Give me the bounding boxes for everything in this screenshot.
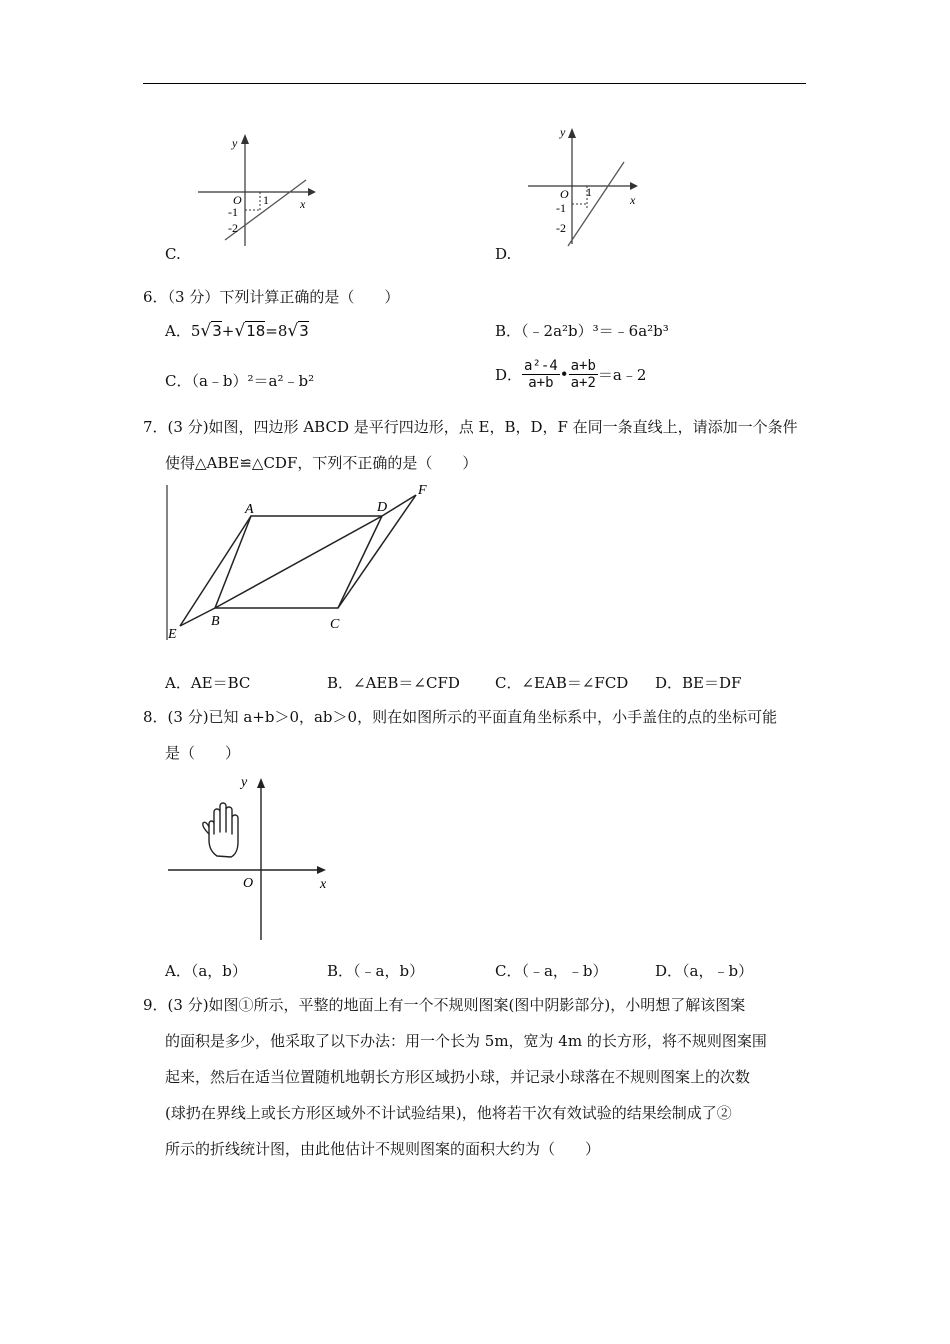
label-a: A (245, 502, 254, 517)
q7-line-2: 使得△ABE≌△CDF，下列不正确的是（ ） (165, 454, 478, 472)
numerator: a+b (570, 358, 596, 374)
tick-minus-2: -2 (228, 221, 238, 235)
q8-line-2: 是（ ） (165, 744, 241, 762)
hand-icon (203, 803, 238, 857)
q6-option-b (495, 320, 669, 341)
q7-line-1: 7．(3 分)如图，四边形 ABCD 是平行四边形，点 E，B，D，F 在同一条直线上，请添加一个条件 (143, 418, 798, 436)
x-label: x (300, 197, 306, 211)
q7-option-d: D．BE＝DF (655, 674, 742, 692)
option-text: （﹣2a²b）³＝﹣6a²b³ (521, 322, 669, 340)
label-b: B (211, 614, 220, 629)
option-text: （a﹣b）²＝a²﹣b² (191, 372, 315, 390)
q8-line-1: 8．(3 分)已知 a+b＞0，ab＞0，则在如图所示的平面直角坐标系中，小手盖住的点的坐标可能 (143, 708, 778, 726)
label-f: F (418, 483, 427, 498)
origin-label: O (560, 187, 569, 201)
x-label: x (320, 877, 327, 892)
header-rule (143, 83, 806, 84)
label-c: C (330, 617, 340, 632)
graph-d (520, 122, 650, 250)
option-label: B． (495, 322, 522, 340)
plus: + (221, 322, 235, 340)
denominator: a+b (528, 375, 554, 391)
coef: 5 (190, 322, 201, 340)
tick-1: 1 (586, 185, 592, 199)
q9-line-3: 起来，然后在适当位置随机地朝长方形区域扔小球，并记录小球落在不规则图案上的次数 (165, 1068, 751, 1086)
q9-line-5: 所示的折线统计图，由此他估计不规则图案的面积大约为（ ） (165, 1140, 601, 1158)
q8-option-a: A．（a，b） (165, 962, 247, 980)
q7-option-b: B．∠AEB＝∠CFD (327, 674, 460, 692)
option-label: C． (165, 372, 192, 390)
result: ＝a﹣2 (597, 366, 647, 384)
tick-minus-2: -2 (556, 221, 566, 235)
tick-1: 1 (263, 193, 269, 207)
x-label: x (630, 193, 636, 207)
option-label: A． (165, 322, 191, 340)
y-label: y (560, 125, 566, 139)
label-d: D (377, 500, 388, 515)
equals: =8 (265, 322, 288, 340)
y-label: y (241, 775, 248, 790)
fraction (522, 358, 560, 391)
q6-option-a: A．5√3+√18=8√3 (165, 321, 309, 341)
radicand: 3 (299, 322, 309, 340)
denominator: a+2 (570, 375, 596, 391)
q8-option-c: C．（﹣a，﹣b） (495, 962, 608, 980)
times-dot: • (559, 365, 569, 384)
tick-minus-1: -1 (556, 201, 566, 215)
graph-c (190, 128, 320, 253)
segment-ae (180, 516, 251, 626)
q6-stem: 6．（3 分）下列计算正确的是（ ） (143, 288, 400, 306)
q6-option-d (495, 358, 646, 391)
parallelogram-figure (160, 480, 440, 645)
coordinate-plane (165, 772, 340, 944)
origin-label: O (233, 193, 242, 207)
origin-label: O (243, 876, 254, 891)
diagonal-bd (215, 516, 382, 608)
label-e: E (168, 627, 177, 642)
q7-option-a: A．AE＝BC (165, 674, 251, 692)
q8-option-d: D．（a，﹣b） (655, 962, 754, 980)
numerator: a²-4 (524, 358, 558, 374)
q7-option-c: C．∠EAB＝∠FCD (495, 674, 629, 692)
q9-line-4: (球扔在界线上或长方形区域外不计试验结果)，他将若干次有效试验的结果绘制成了② (165, 1104, 732, 1122)
option-label: D． (495, 366, 523, 384)
q6-option-c (165, 370, 314, 391)
tick-minus-1: -1 (228, 205, 238, 219)
radicand: 18 (246, 322, 266, 340)
option-c-label: C. (165, 245, 181, 263)
fraction (569, 358, 598, 391)
y-label: y (232, 136, 238, 150)
radicand: 3 (212, 322, 222, 340)
q8-option-b: B．（﹣a，b） (327, 962, 425, 980)
q9-line-2: 的面积是多少，他采取了以下办法：用一个长为 5m，宽为 4m 的长方形，将不规则图案围 (165, 1032, 767, 1050)
q9-line-1: 9．(3 分)如图①所示，平整的地面上有一个不规则图案(图中阴影部分)，小明想了解该图案 (143, 996, 746, 1014)
option-d-label: D. (495, 245, 512, 263)
